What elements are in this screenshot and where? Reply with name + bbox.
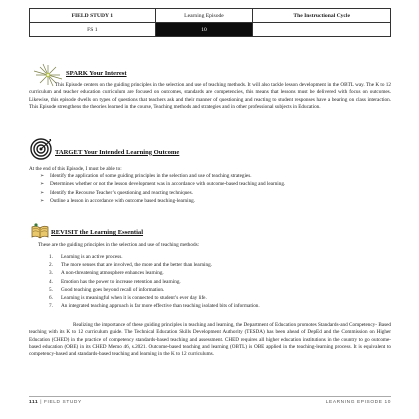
target-title: TARGET Your Intended Learning Outcome — [55, 148, 180, 156]
target-heading — [30, 138, 179, 160]
arrow-bullet-icon: ➢ — [40, 173, 45, 180]
arrow-bullet-icon: ➢ — [40, 189, 45, 196]
revisit-title: REVISIT the Learning Essential — [51, 229, 144, 236]
target-intro: At the end of this Episode, I must be able to: — [29, 166, 122, 172]
list-item: ➢ Outline a lesson in accordance with outcome based teaching-learning. — [40, 198, 196, 205]
list-item: 2. The more senses that are involved, the more and the better than learning. — [49, 262, 212, 269]
list-item: 3. A non-threatening atmosphere enhances learning. — [49, 270, 164, 277]
list-item: 7. An integrated teaching approach is far more effective than teaching isolated bits of information. — [49, 303, 260, 310]
list-item: ➢ Identify the Recourse Teacher’s questioning and reacting techniques. — [40, 189, 193, 196]
header-table — [29, 8, 391, 37]
arrow-bullet-icon: ➢ — [40, 181, 45, 188]
revisit-intro: These are the guiding principles in the selection and use of teaching methods: — [38, 242, 200, 248]
list-item: 6. Learning is meaningful when it is connected to student’s ever day life. — [49, 295, 207, 302]
list-item: ➢ Determines whether or not the lesson development was in accordance with outcome-based teaching and learning. — [40, 181, 286, 188]
page-number: 111 — [29, 399, 39, 405]
header-row-2 — [30, 23, 391, 37]
revisit-paragraph: Realizing the importance of these guiding principles in teaching and learning, the Department of Education promotes Standards-and Competency- Based teaching with its K to 12 curriculum guide. The Technical Education Skills Development Authority (TESDA) has been ahead of DepEd and the Commission on Higher Education (CHED) in the practice of competency standards-based teaching and assessment. CHED requires all higher education institutions in the country to go outcome-based education (OBE) in its CHED Memo 46, s.2021. Outcome-based teaching and learning (OBTL) is OBE applied in the teaching-learning process. It is equivalent to competency-based and standards-based teaching and learning in the K to 12 curriculums. — [29, 322, 391, 358]
spark-title: SPARK Your Interest — [66, 69, 127, 77]
arrow-bullet-icon: ➢ — [40, 198, 45, 205]
header-row-1 — [30, 9, 391, 23]
open-book-icon — [30, 222, 50, 240]
empty-cell — [253, 23, 391, 37]
episode-number-cell: 10 — [155, 23, 253, 37]
list-item: 5. Good teaching goes beyond recall of information. — [49, 286, 165, 293]
spark-paragraph: This Episode centers on the guiding principles in the selection and use of teaching methods. It will also tackle lesson development in the OBTL way. The K to 12 curriculum and teacher education curriculum are focused on outcomes, standards are competencies, this means that lessons must be delivered with focus on outcomes. Likewise, this episode dwells on types of questions that teachers ask and their manner of questioning and reacting to student responses have a bearing on class interaction. This Episode strengthens the theories learned in the course, Teaching methods and strategies and in other professional subjects in Education. — [29, 82, 391, 110]
guiding-principles-list — [49, 253, 260, 310]
revisit-heading — [30, 222, 143, 240]
list-item: 1. Learning is an active process. — [49, 254, 123, 261]
footer-episode-label: LEARNING EPISODE 10 — [325, 399, 391, 405]
learning-outcomes-list — [40, 172, 285, 205]
page-footer: 111 | FIELD STUDY LEARNING EPISODE 10 — [29, 396, 391, 405]
course-code-cell: FS 1 — [30, 23, 156, 37]
episode-title-cell: The Instructional Cycle — [253, 9, 391, 23]
course-name-cell: FIELD STUDY 1 — [30, 9, 156, 23]
target-icon — [30, 138, 52, 160]
list-item: 4. Emotion has the power to increase retention and learning. — [49, 278, 181, 285]
footer-course-label: FIELD STUDY — [44, 399, 82, 405]
learning-episode-label-cell: Learning Episode — [155, 9, 253, 23]
list-item: ➢ Identify the application of some guiding principles in the selection and use of teaching strategies. — [40, 173, 252, 180]
